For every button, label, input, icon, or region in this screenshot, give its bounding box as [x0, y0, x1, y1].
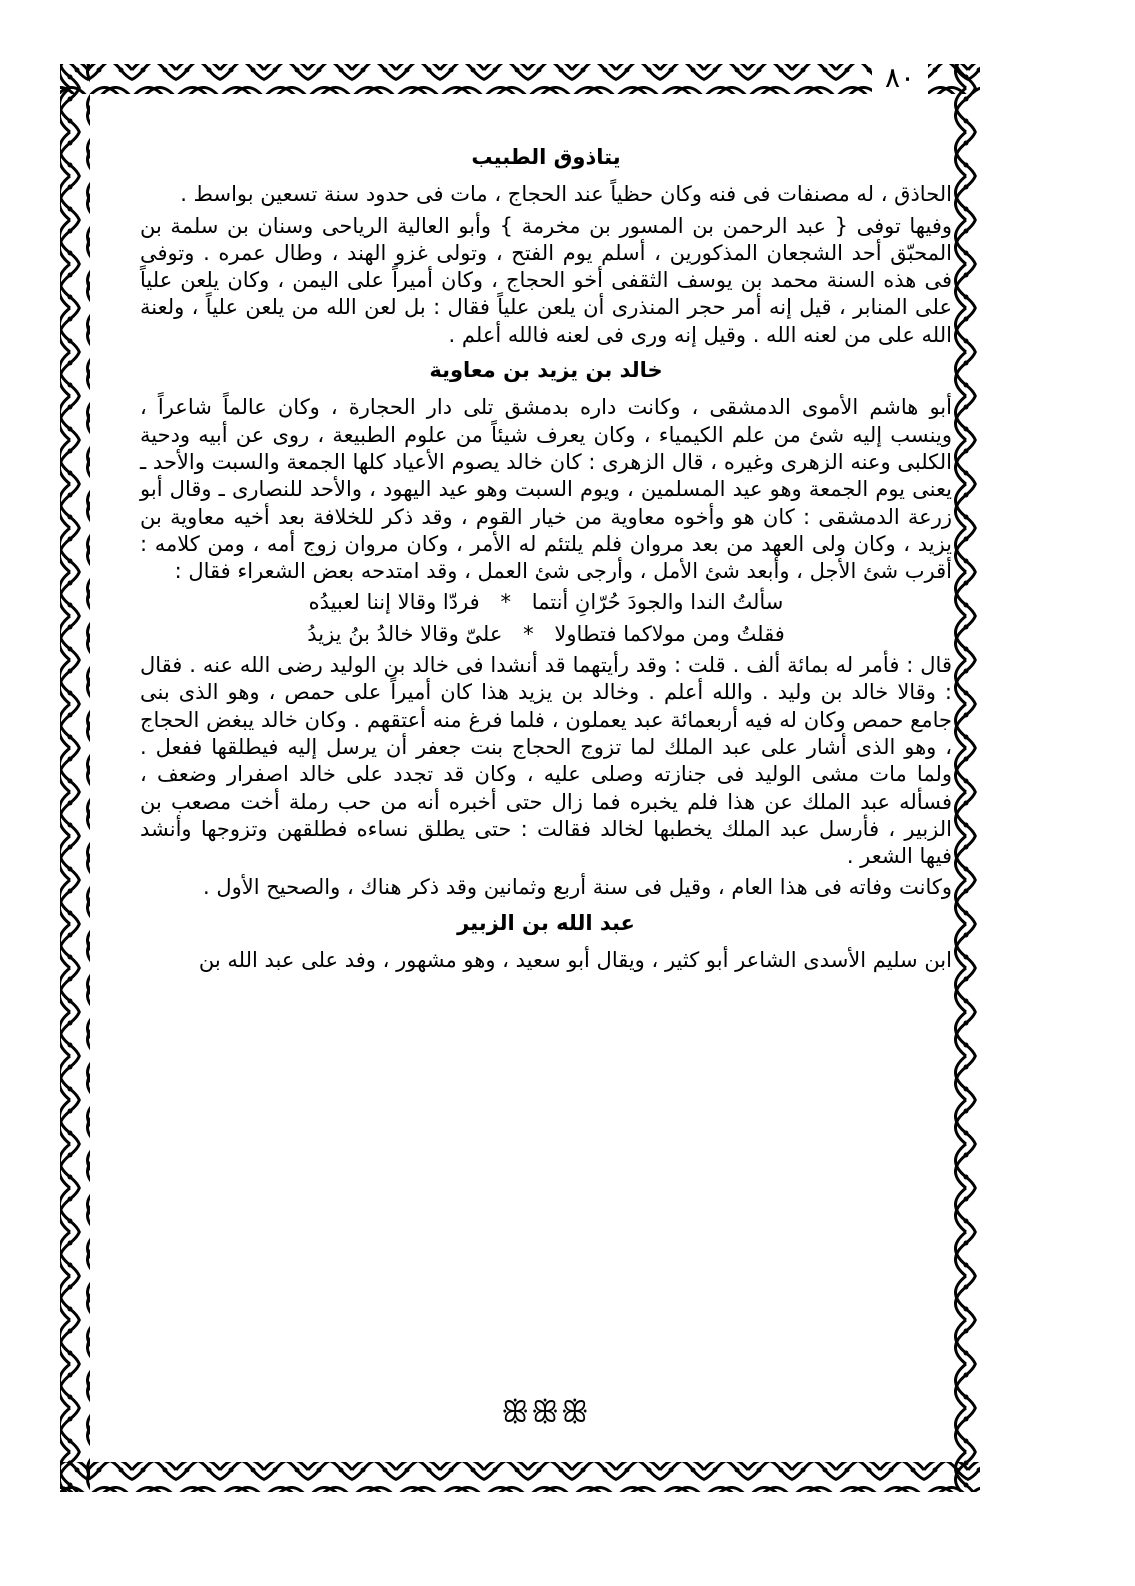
verse-2-first-hemistich: فقلتُ ومن مولاكما فتطاولا: [554, 621, 785, 646]
section-heading-3: عبد الله بن الزبير: [457, 910, 635, 935]
paragraph-1: الحاذق ، له مصنفات فى فنه وكان حظياً عند الحجاج ، مات فى حدود سنة تسعين بواسط .: [180, 182, 952, 207]
verse-1-second-hemistich: فردّا وقالا إننا لعبيدُه: [308, 590, 480, 615]
verse-line-1: [140, 589, 952, 616]
verse-2-second-hemistich: علىّ وقالا خالدُ بنُ يزيدُ: [307, 621, 503, 646]
paragraph-6: ابن سليم الأسدى الشاعر أبو كثير ، ويقال أبو سعيد ، وهو مشهور ، وفد على عبد الله بن: [198, 948, 952, 973]
page-number: ٨٠: [872, 58, 928, 98]
paragraph-5: وكانت وفاته فى هذا العام ، وقيل فى سنة أربع وثمانين وقد ذكر هناك ، والصحيح الأول .: [203, 875, 952, 900]
paragraph-4: قال : فأمر له بمائة ألف . قلت : وقد رأيتهما قد أنشدا فى خالد بن الوليد رضى الله عنه . فقال : وقالا خالد بن وليد . والله أعلم . وخالد بن يزيد هذا كان أميراً على حمص ، وهو الذى بنى جامع حمص وكان له فيه أربعمائة عبد يعملون ، فلما فرغ منه أعتقهم . وكان خالد يبغض الحجاج ، وهو الذى أشار على عبد الملك لما تزوج الحجاج بنت جعفر أن يرسل إليه فيطلقها ففعل . ولما مات مشى الوليد فى جنازته وصلى عليه ، وكان قد تجدد على خالد اصفرار وضعف ، فسأله عبد الملك عن هذا فلم يخبره فما زال حتى أخبره أنه من حب رملة أخت مصعب بن الزبير ، فأرسل عبد الملك يخطبها لخالد فقالت : حتى يطلق نساءه فطلقهن وتزوجها وأنشد فيها الشعر .: [140, 653, 952, 869]
verse-separator: *: [523, 621, 534, 646]
verse-1-first-hemistich: سألتُ الندا والجودَ حُرّانِ أنتما: [531, 590, 784, 615]
paragraph-3: أبو هاشم الأموى الدمشقى ، وكانت داره بدمشق تلى دار الحجارة ، وكان عالماً شاعراً ، وينسب إليه شئ من علم الكيمياء ، وكان يعرف شيئاً من علوم الطبيعة ، روى عن أبيه ودحية الكلبى وعنه الزهرى وغيره ، قال الزهرى : كان خالد يصوم الأعياد كلها الجمعة والسبت والأحد ـ يعنى يوم الجمعة وهو عيد المسلمين ، ويوم السبت وهو عيد اليهود ، والأحد للنصارى ـ وقال أبو زرعة الدمشقى : كان هو وأخوه معاوية من خيار القوم ، وقد ذكر للخلافة بعد أخيه معاوية بن يزيد ، وكان ولى العهد من بعد مروان فلم يلتئم له الأمر ، وكان مروان زوج أمه ، ومن كلامه : أقرب شئ الأجل ، وأبعد شئ الأمل ، وأرجى شئ العمل ، وقد امتدحه بعض الشعراء فقال :: [140, 395, 952, 584]
verse-line-2: [140, 621, 952, 648]
section-heading-2: خالد بن يزيد بن معاوية: [429, 358, 663, 383]
paragraph-2: وفيها توفى { عبد الرحمن بن المسور بن مخرمة } وأبو العالية الرياحى وسنان بن سلمة بن المحبّق أحد الشجعان المذكورين ، أسلم يوم الفتح ، وتولى غزو الهند ، وطال عمره . وتوفى فى هذه السنة محمد بن يوسف الثقفى أخو الحجاج ، وكان أميراً على اليمن ، وكان يلعن علياً على المنابر ، قيل إنه أمر حجر المنذرى أن يلعن علياً فقال : بل لعن الله من يلعن علياً ، ولعنة الله على من لعنه الله . وقيل إنه ورى فى لعنه فالله أعلم .: [140, 213, 952, 347]
section-heading-1: يتاذوق الطبيب: [471, 145, 621, 169]
page-body: [140, 140, 952, 1470]
end-ornament-icon: ꕥꕥꕥ: [501, 1395, 591, 1430]
verse-separator: *: [500, 590, 511, 615]
